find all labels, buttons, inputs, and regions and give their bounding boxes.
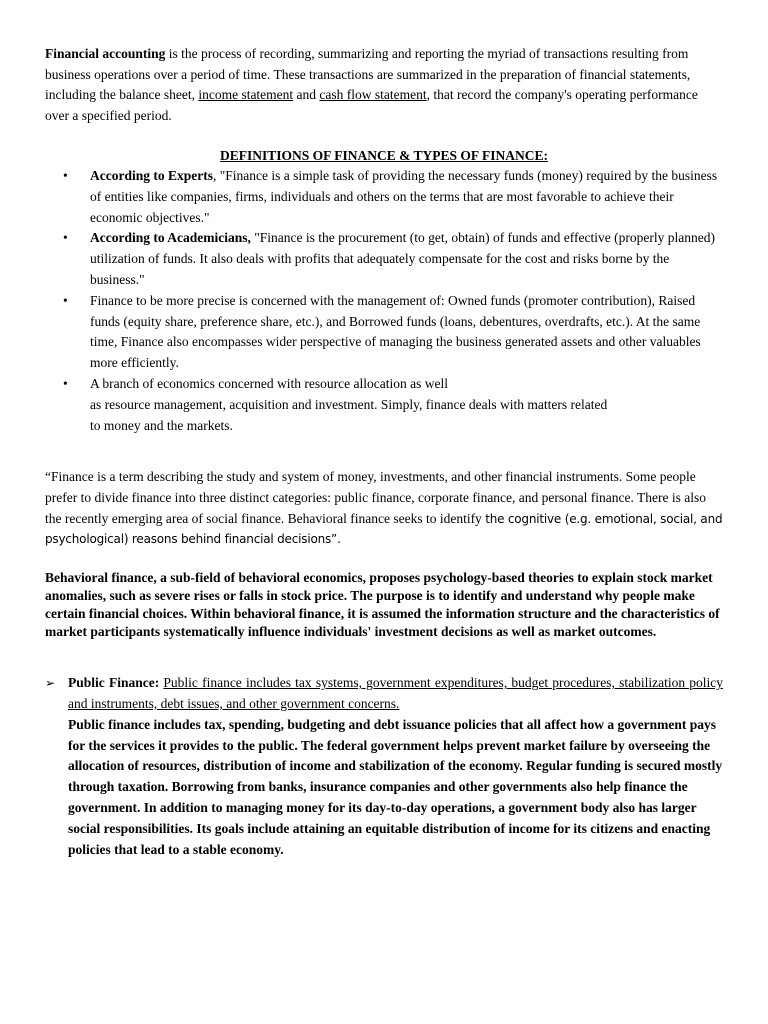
section-heading: DEFINITIONS OF FINANCE & TYPES OF FINANCE: bbox=[219, 148, 549, 163]
arrow-bullet-icon: ➢ bbox=[45, 676, 56, 691]
definitions-list bbox=[45, 166, 723, 436]
bullet-icon: • bbox=[63, 375, 68, 391]
intro-paragraph bbox=[45, 44, 723, 126]
intro-text-3: , that record the company's operating performance over a specified period. bbox=[45, 87, 698, 123]
definition-item-academicians bbox=[45, 228, 723, 290]
behavioral-finance-paragraph: Behavioral finance, a sub-field of behavioral economics, proposes psychology-based theories to explain stock market anomalies, such as severe rises or falls in stock price. The purpose is to identify and understand why people make certain financial choices. Within behavioral finance, it is assumed the information structure and the characteristics of market participants systematically influence individuals' investment decisions as well as market outcomes. bbox=[45, 570, 720, 640]
public-finance-definition bbox=[68, 673, 723, 715]
definition-line: A branch of economics concerned with resource allocation as well bbox=[90, 375, 448, 391]
bullet-icon: • bbox=[63, 292, 68, 308]
document-page bbox=[45, 44, 723, 860]
definition-item-experts bbox=[45, 166, 723, 228]
quote-paragraph bbox=[45, 467, 723, 550]
bullet-icon: • bbox=[63, 168, 68, 183]
definition-label: According to Academicians, bbox=[90, 230, 251, 246]
bullet-icon: • bbox=[63, 230, 68, 246]
income-statement-link[interactable]: income statement bbox=[198, 87, 294, 102]
definition-label: According to Experts bbox=[90, 168, 213, 183]
definition-text: "Finance is the procurement (to get, obtain) of funds and effective (properly planned) utilization of funds. It also deals with profits that adequately compensate for the cost and risks borne by the business." bbox=[90, 230, 715, 287]
definition-text: , "Finance is a simple task of providing the necessary funds (money) required by the business of entities like companies, firms, individuals and others on the terms that are most favorable to achieve their economic objectives." bbox=[90, 168, 718, 225]
intro-text-1: is the process of recording, summarizing and reporting the myriad of transactions resulting from business operations over a period of time. These transactions are summarized in the preparation of financial statements, including the balance sheet, bbox=[45, 46, 691, 102]
quote-main: “Finance is a term describing the study and system of money, investments, and other financial instruments. Some people prefer to divide finance into three distinct categories: public finance, corporate finance, and personal finance. There is also the recently emerging area of social finance. Behavioral finance seeks to identify bbox=[45, 469, 706, 526]
definition-text: Finance to be more precise is concerned with the management of: Owned funds (promoter contribution), Raised funds (equity share, preference share, etc.), and Borrowed funds (loans, debentures, overdrafts, etc.). At the same time, Finance also encompasses wider perspective of managing the business generated assets and other valuables more efficiently. bbox=[90, 292, 701, 371]
definition-item-management bbox=[45, 291, 723, 374]
cash-flow-statement-link[interactable]: cash flow statement bbox=[319, 87, 427, 102]
quote-tail: the cognitive (e.g. emotional, social, and psychological) reasons behind financial decisions”. bbox=[45, 511, 723, 547]
public-finance-label: Public Finance: bbox=[68, 675, 160, 691]
public-finance-definition-text: Public finance includes tax systems, government expenditures, budget procedures, stabilization policy and instruments, debt issues, and other government concerns. bbox=[68, 675, 724, 711]
public-finance-section bbox=[45, 673, 723, 860]
intro-text-2: and bbox=[293, 87, 320, 102]
intro-term: Financial accounting bbox=[45, 46, 166, 61]
definition-line: to money and the markets. bbox=[90, 417, 233, 433]
definition-item-economics bbox=[45, 374, 723, 436]
public-finance-body: Public finance includes tax, spending, budgeting and debt issuance policies that all affect how a government pays for the services it provides to the public. The federal government helps prevent market failure by overseeing the allocation of resources, distribution of income and stabilization of the economy. Regular funding is secured mostly through taxation. Borrowing from banks, insurance companies and other governments also help finance the government. In addition to managing money for its day-to-day operations, a government body also has larger social responsibilities. Its goals include attaining an equitable distribution of income for its citizens and enacting policies that lead to a stable economy. bbox=[68, 716, 723, 857]
definition-line: as resource management, acquisition and investment. Simply, finance deals with matters related bbox=[90, 396, 608, 412]
